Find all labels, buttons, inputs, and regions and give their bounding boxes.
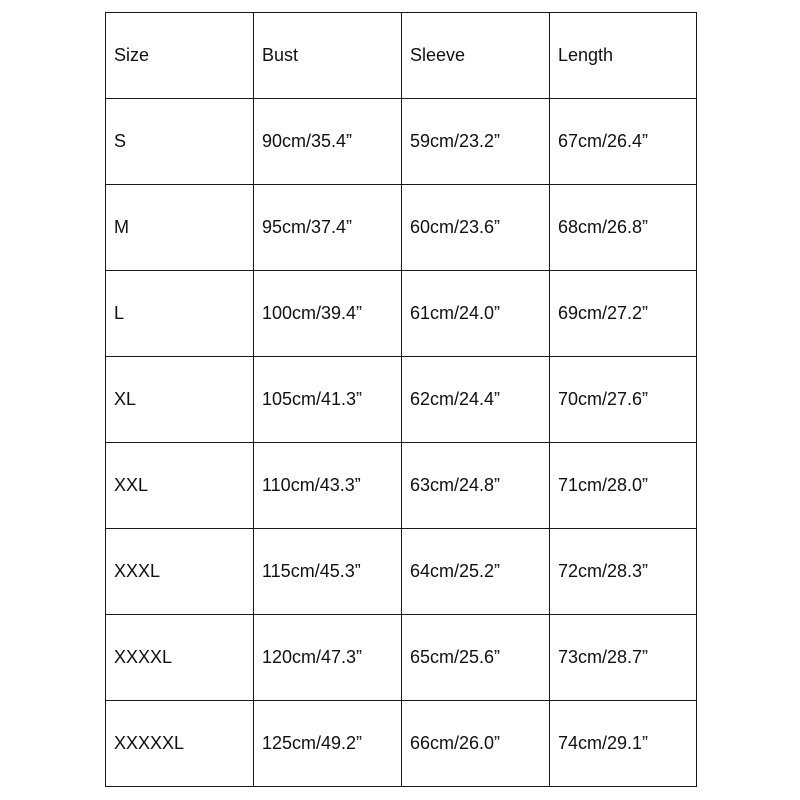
bust-cell: 110cm/43.3” — [254, 443, 402, 529]
bust-cell: 120cm/47.3” — [254, 615, 402, 701]
size-cell: XL — [106, 357, 254, 443]
sleeve-cell: 65cm/25.6” — [402, 615, 550, 701]
header-sleeve: Sleeve — [402, 13, 550, 99]
table-row — [106, 529, 697, 615]
table-row — [106, 99, 697, 185]
bust-cell: 90cm/35.4” — [254, 99, 402, 185]
bust-cell: 125cm/49.2” — [254, 701, 402, 787]
size-cell: XXXL — [106, 529, 254, 615]
bust-cell: 95cm/37.4” — [254, 185, 402, 271]
sleeve-cell: 60cm/23.6” — [402, 185, 550, 271]
table-header-row — [106, 13, 697, 99]
sleeve-cell: 62cm/24.4” — [402, 357, 550, 443]
sleeve-cell: 61cm/24.0” — [402, 271, 550, 357]
size-cell: XXL — [106, 443, 254, 529]
bust-cell: 100cm/39.4” — [254, 271, 402, 357]
sleeve-cell: 63cm/24.8” — [402, 443, 550, 529]
length-cell: 73cm/28.7” — [550, 615, 697, 701]
size-cell: M — [106, 185, 254, 271]
header-bust: Bust — [254, 13, 402, 99]
length-cell: 70cm/27.6” — [550, 357, 697, 443]
table-row — [106, 443, 697, 529]
bust-cell: 115cm/45.3” — [254, 529, 402, 615]
header-size: Size — [106, 13, 254, 99]
sleeve-cell: 66cm/26.0” — [402, 701, 550, 787]
header-length: Length — [550, 13, 697, 99]
length-cell: 71cm/28.0” — [550, 443, 697, 529]
size-cell: S — [106, 99, 254, 185]
size-cell: XXXXXL — [106, 701, 254, 787]
length-cell: 74cm/29.1” — [550, 701, 697, 787]
sleeve-cell: 64cm/25.2” — [402, 529, 550, 615]
table-row — [106, 185, 697, 271]
length-cell: 72cm/28.3” — [550, 529, 697, 615]
table-row — [106, 357, 697, 443]
table-row — [106, 271, 697, 357]
length-cell: 69cm/27.2” — [550, 271, 697, 357]
length-cell: 68cm/26.8” — [550, 185, 697, 271]
length-cell: 67cm/26.4” — [550, 99, 697, 185]
bust-cell: 105cm/41.3” — [254, 357, 402, 443]
table-row — [106, 615, 697, 701]
size-cell: L — [106, 271, 254, 357]
size-cell: XXXXL — [106, 615, 254, 701]
sleeve-cell: 59cm/23.2” — [402, 99, 550, 185]
size-chart-table — [105, 12, 697, 787]
table-row — [106, 701, 697, 787]
